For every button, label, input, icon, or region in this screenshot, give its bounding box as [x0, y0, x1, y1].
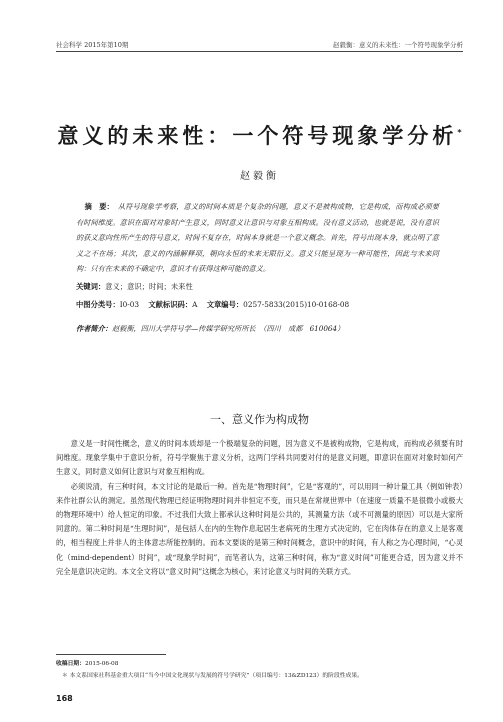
body-text [56, 437, 463, 579]
page-number: 168 [56, 694, 73, 703]
fund-mark: ＊ [62, 673, 68, 679]
clc-label: 中图分类号： [76, 299, 120, 309]
body-paragraph: 必须说清，有三种时间，本文讨论的是最后一种。首先是“物理时间”，它是“客观的”，可以用同一种计量工具（例如钟表）来作社群公认的测定。虽然现代物理已经证明物理时间并非恒定不变，而只是在常规世界中（在速度一质量不是很微小或极大的物理环境中）给人恒定的印象。不过我们大致上都承认这种时间是公共的，其测量方法（或不可测量的原因）可以是大家所同意的。第二种时间是“生理时间”，是包括人在内的生物作息起居生老病死的生理方式决定的，它在肉体存在的意义上是客观的，相当程度上并非人的主体意志所能控制的。而本文要谈的是第三种时间概念，意识中的时间，有人称之为心理时间，“心灵化（mind-dependent）时间”，或“现象学时间”，而笔者认为，这第三种时间，称为“意义时间”可能更合适，因为意义并不完全是意识决定的。本文全文将以“意义时间”这概念为核心，来讨论意义与时间的关联方式。 [56, 481, 463, 576]
doc-code-label: 文献标识码： [148, 299, 193, 309]
keywords-text: 意义；意识；时间；未来性 [105, 281, 193, 291]
running-header [56, 40, 463, 49]
title-footnote-mark: * [457, 128, 462, 137]
received-date [56, 658, 463, 670]
abstract-block [76, 199, 439, 336]
article-number-label: 文章编号： [206, 299, 244, 309]
abstract [76, 199, 439, 277]
classification-line [76, 297, 439, 313]
header-rule [56, 51, 463, 52]
fund-text: 本文系国家社科基金重大项目“当今中国文化现状与发展的符号学研究”（项目编号：13&ZD123）的阶段性成果。 [69, 673, 363, 679]
received-label: 收稿日期： [56, 661, 85, 667]
author-note-label: 作者简介： [76, 324, 112, 334]
footnotes [56, 658, 463, 682]
running-title: 赵毅衡：意义的未来性：一个符号现象学分析 [333, 41, 463, 49]
keywords [76, 279, 439, 295]
keywords-label: 关键词： [76, 281, 106, 291]
doc-code-value: A [192, 299, 198, 309]
article-number-value: 0257-5833(2015)10-0168-08 [243, 299, 350, 309]
clc-value: I0-03 [119, 299, 140, 309]
section-heading: 一、意义作为构成物 [210, 413, 309, 426]
author-note [76, 322, 439, 336]
author-note-text: 赵毅衡，四川大学符号学—传媒学研究所所长 （四川 成都 610064） [111, 324, 345, 334]
received-value: 2015-06-08 [85, 661, 119, 667]
abstract-label: 摘 要： [84, 202, 114, 211]
abstract-text: 从符号现象学考察，意义的时间本质是个复杂的问题，意义不是被构成物，它是构成，而构成必须要有时间维度。意识在面对对象时产生意义，同时意义让意识与对象互相构成。没有意义活动，也就是说，没有意识的获义意向性所产生的符号意义，时间不复存在，时间本身就是一个意义概念。首先，符号出现本身，就点明了意义之不在场；其次，意义的内涵解释项，朝向永恒的未来无限衍义。意义只能呈现为一种可能性，因此与未来同构：只有在未来的不确定中，意识才有获得这种可能的意义。 [76, 202, 439, 274]
journal-issue: 社会科学 2015年第10期 [56, 41, 129, 49]
paper-title-text: 意义的未来性：一个符号现象学分析 [57, 124, 458, 148]
author-name: 赵毅衡 [240, 171, 279, 182]
paper-title [56, 120, 463, 150]
fund-note [56, 670, 463, 682]
footnote-rule [56, 654, 166, 655]
body-paragraph: 意义是一时间性概念，意义的时间本质却是一个极端复杂的问题，因为意义不是被构成物，它是构成，而构成必须要有时间维度。现象学集中于意识分析，符号学聚焦于意义分析，这两门学科共同要对付的是意义问题，即意识在面对对象时如何产生意义，同时意义如何让意识与对象互相构成。 [56, 439, 463, 477]
